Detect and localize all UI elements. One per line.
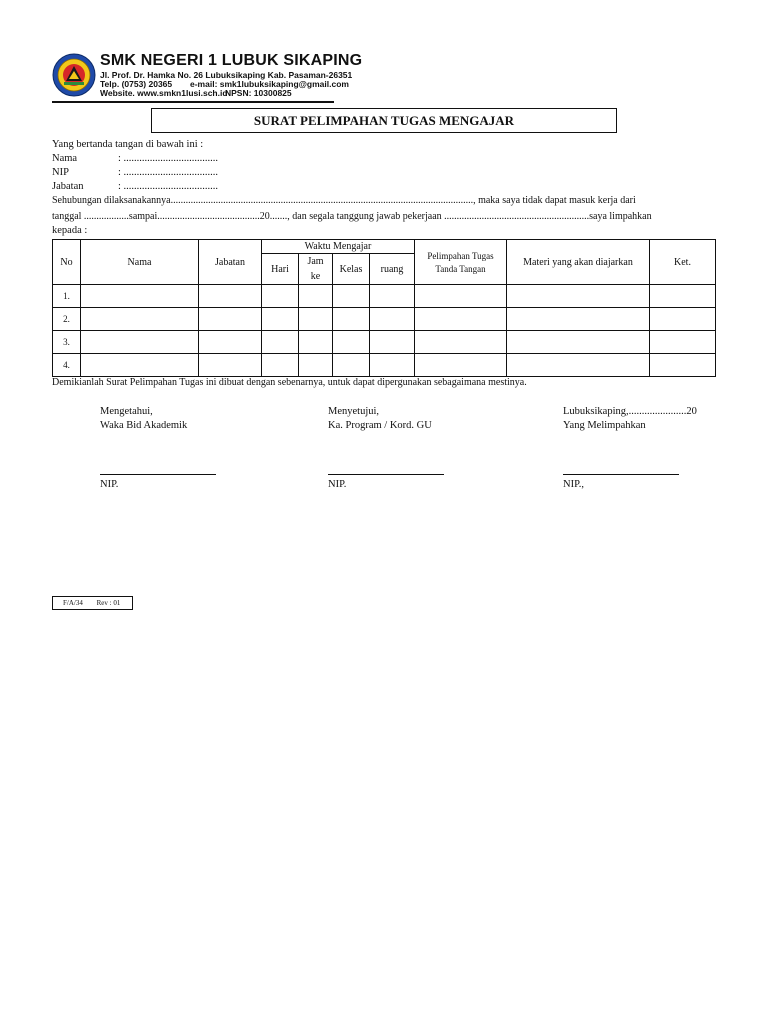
cell[interactable] [333,331,370,354]
header-pelimpahan [415,240,507,285]
sig-3-line-2: Yang Melimpahkan [563,420,646,431]
header-jam-line-1: Jam [307,256,324,267]
sig-3-line-1: Lubuksikaping,......................20 [563,406,697,417]
cell[interactable] [81,354,199,377]
cell[interactable] [370,331,415,354]
cell[interactable] [415,285,507,308]
field-value-nip[interactable]: : .................................... [118,167,219,178]
field-value-nama[interactable]: : .................................... [118,153,219,164]
intro-text: Yang bertanda tangan di bawah ini : [52,139,204,150]
cell[interactable] [81,308,199,331]
row-number: 3. [53,331,81,354]
form-code: F/A/34 [63,599,83,607]
sig-1-nip: NIP. [100,479,119,490]
document-title: SURAT PELIMPAHAN TUGAS MENGAJAR [151,108,617,133]
header-rule [52,101,334,103]
header-ruang: ruang [370,254,415,285]
cell[interactable] [370,285,415,308]
field-label-nama: Nama [52,153,78,164]
header-nama: Nama [81,240,199,285]
sig-2-nip: NIP. [328,479,347,490]
header-materi: Materi yang akan diajarkan [507,240,650,285]
school-email: e-mail: smk1lubuksikaping@gmail.com [190,79,349,89]
school-name: SMK NEGERI 1 LUBUK SIKAPING [100,52,363,69]
table-row [53,308,716,331]
paragraph-line-3: kepada : [52,225,88,236]
school-website: Website. www.smkn1lusi.sch.id [100,88,228,98]
form-revision: Rev : 01 [96,599,121,607]
sig-2-signature-line [328,474,444,475]
sig-3-nip: NIP., [563,479,585,490]
field-label-jabatan: Jabatan [52,181,84,192]
cell[interactable] [370,354,415,377]
cell[interactable] [650,354,716,377]
school-logo [52,53,96,97]
header-pelimpahan-line-2: Tanda Tangan [435,263,486,274]
school-npsn: NPSN: 10300825 [225,88,292,98]
header-hari: Hari [262,254,299,285]
table-row [53,285,716,308]
cell[interactable] [262,308,299,331]
closing-text: Demikianlah Surat Pelimpahan Tugas ini dibuat dengan sebenarnya, untuk dapat dipergunakan sebagaimana mestinya. [52,377,527,388]
cell[interactable] [507,308,650,331]
row-number: 1. [53,285,81,308]
sig-3-signature-line [563,474,679,475]
cell[interactable] [333,354,370,377]
cell[interactable] [262,354,299,377]
table-row [53,331,716,354]
sig-1-line-2: Waka Bid Akademik [100,420,188,431]
cell[interactable] [199,308,262,331]
field-value-jabatan[interactable]: : .................................... [118,181,219,192]
cell[interactable] [81,285,199,308]
header-no: No [53,240,81,285]
paragraph-line-1: Sehubungan dilaksanakannya........................................................................................................................., maka saya tidak dapat masuk kerja dari [52,195,636,206]
sig-1-signature-line [100,474,216,475]
cell[interactable] [81,331,199,354]
cell[interactable] [415,308,507,331]
table-row [53,354,716,377]
row-number: 4. [53,354,81,377]
cell[interactable] [507,354,650,377]
cell[interactable] [199,354,262,377]
field-label-nip: NIP [52,167,69,178]
cell[interactable] [507,331,650,354]
cell[interactable] [507,285,650,308]
paragraph-line-2: tanggal ..................sampai.........................................20......., dan segala tanggung jawab pekerjaan ..........................................................saya limpahkan [52,211,652,222]
header-jam-line-2: ke [310,271,321,282]
cell[interactable] [299,308,333,331]
header-kelas: Kelas [333,254,370,285]
school-address: Jl. Prof. Dr. Hamka No. 26 Lubuksikaping Kab. Pasaman-26351 [100,70,353,80]
cell[interactable] [262,331,299,354]
sig-1-line-1: Mengetahui, [100,406,153,417]
header-pelimpahan-line-1: Pelimpahan Tugas [427,250,494,261]
cell[interactable] [199,331,262,354]
cell[interactable] [299,331,333,354]
header-jabatan: Jabatan [199,240,262,285]
cell[interactable] [370,308,415,331]
delegation-table [52,239,716,377]
cell[interactable] [333,285,370,308]
cell[interactable] [333,308,370,331]
cell[interactable] [299,285,333,308]
row-number: 2. [53,308,81,331]
header-jam-ke [299,254,333,285]
cell[interactable] [650,331,716,354]
cell[interactable] [262,285,299,308]
cell[interactable] [199,285,262,308]
sig-2-line-1: Menyetujui, [328,406,380,417]
cell[interactable] [650,308,716,331]
cell[interactable] [415,354,507,377]
cell[interactable] [650,285,716,308]
cell[interactable] [299,354,333,377]
cell[interactable] [415,331,507,354]
form-code-box [52,596,133,610]
school-phone: Telp. (0753) 20365 [100,79,173,89]
header-ket: Ket. [650,240,716,285]
sig-2-line-2: Ka. Program / Kord. GU [328,420,432,431]
header-waktu-mengajar: Waktu Mengajar [262,240,415,254]
